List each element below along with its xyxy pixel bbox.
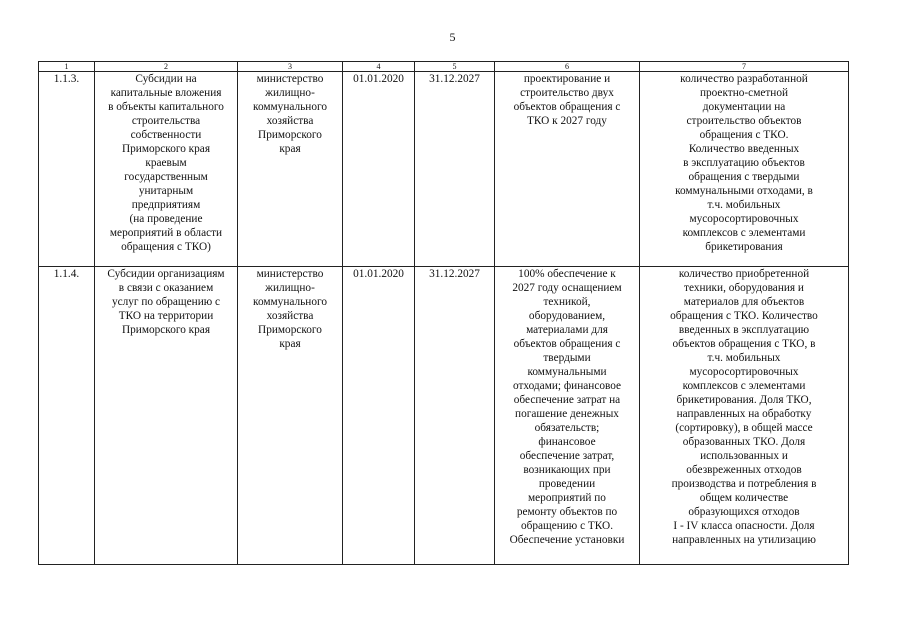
page-number: 5 — [449, 30, 456, 44]
column-number-row — [39, 62, 849, 72]
activity-name: Субсидии на капитальные вложения в объекты капитального строительства собственности Приморского края краевым государственным унитарным предприятиям (на проведение мероприятий в области обращения с ТКО) — [95, 72, 238, 267]
column-header: 5 — [415, 62, 495, 72]
activity-name: Субсидии организациям в связи с оказанием услуг по обращению с ТКО на территории Приморского края — [95, 267, 238, 565]
column-header: 7 — [640, 62, 849, 72]
indicator: количество разработанной проектно-сметной документации на строительство объектов обращения с ТКО. Количество введенных в эксплуатацию объектов обращения с твердыми коммунальными отходами, в т.ч. мобильных мусоросортировочных комплексов с элементами брикетирования — [640, 72, 849, 267]
column-header: 1 — [39, 62, 95, 72]
executor: министерство жилищно- коммунального хозяйства Приморского края — [238, 267, 343, 565]
indicator: количество приобретенной техники, оборудования и материалов для объектов обращения с ТКО. Количество введенных в эксплуатацию объектов обращения с ТКО, в т.ч. мобильных мусоросортировочных комплексов с элементами брикетирования. Доля ТКО, направленных на обработку (сортировку), в общей массе образованных ТКО. Доля использованных и обезвреженных отходов производства и потребления в общем количестве образующихся отходов I - IV класса опасности. Доля направленных на утилизацию — [640, 267, 849, 565]
start-date: 01.01.2020 — [343, 72, 415, 267]
expected-result: проектирование и строительство двух объектов обращения с ТКО к 2027 году — [495, 72, 640, 267]
column-header: 3 — [238, 62, 343, 72]
item-number: 1.1.4. — [39, 267, 95, 565]
item-number: 1.1.3. — [39, 72, 95, 267]
end-date: 31.12.2027 — [415, 72, 495, 267]
column-header: 4 — [343, 62, 415, 72]
column-header: 6 — [495, 62, 640, 72]
program-activities-table — [38, 61, 849, 565]
column-header: 2 — [95, 62, 238, 72]
executor: министерство жилищно- коммунального хозяйства Приморского края — [238, 72, 343, 267]
end-date: 31.12.2027 — [415, 267, 495, 565]
table-row — [39, 72, 849, 267]
expected-result: 100% обеспечение к 2027 году оснащением техникой, оборудованием, материалами для объектов обращения с твердыми коммунальными отходами; финансовое обеспечение затрат на погашение денежных обязательств; финансовое обеспечение затрат, возникающих при проведении мероприятий по ремонту объектов по обращению с ТКО. Обеспечение установки — [495, 267, 640, 565]
start-date: 01.01.2020 — [343, 267, 415, 565]
table-row — [39, 267, 849, 565]
